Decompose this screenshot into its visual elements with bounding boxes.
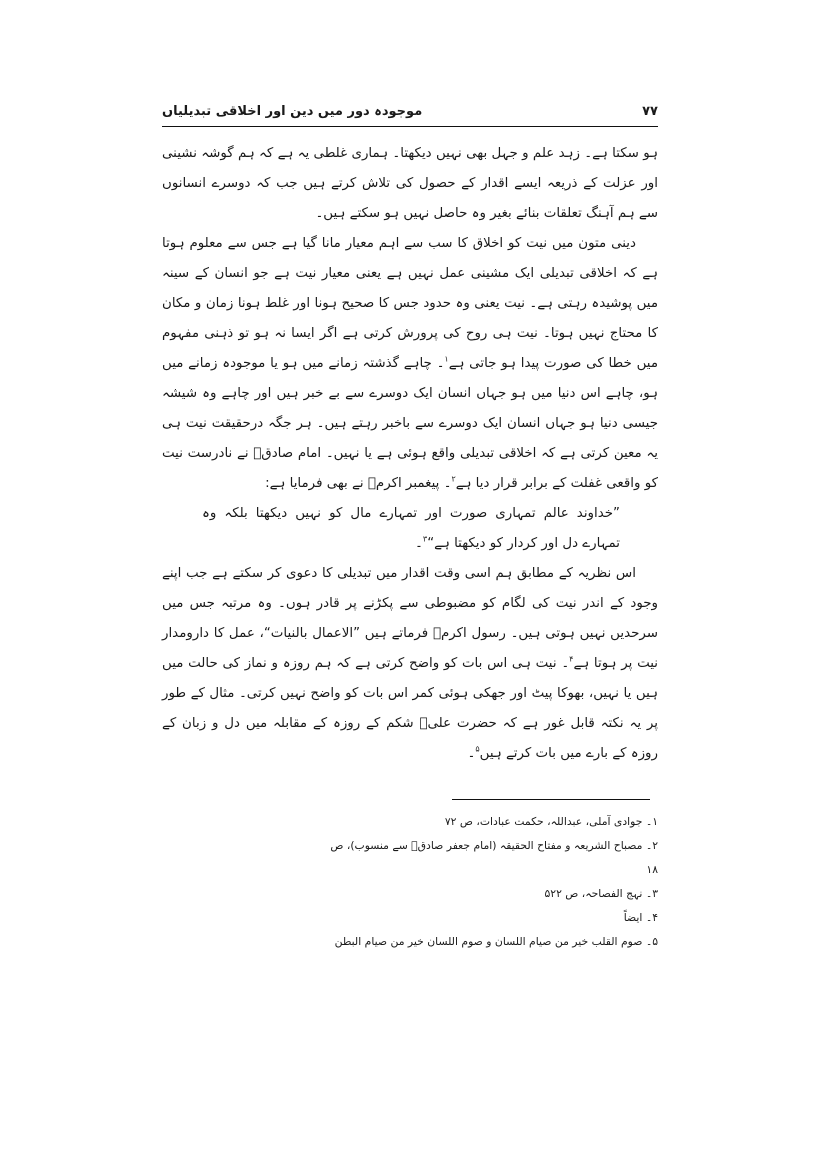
running-header — [162, 100, 658, 127]
footnote-ref: ۴ — [569, 654, 574, 664]
footnotes — [330, 810, 658, 954]
text-column — [162, 100, 658, 954]
quote-text: ”خداوند عالم تمہاری صورت اور تمہارے مال کو نہیں دیکھتا بلکہ وہ تمہارے دل اور کردار کو دیکھتا ہے“ — [202, 506, 620, 551]
footnote-ref: ۲ — [451, 474, 456, 484]
body-text — [162, 139, 658, 769]
running-title: موجودہ دور میں دین اور اخلاقی تبدیلیاں — [162, 104, 423, 119]
paragraph-text: ۔ — [467, 746, 476, 761]
footnote-ref: ۱ — [444, 354, 449, 364]
footnote: ۴۔ ایضاً — [623, 911, 658, 924]
footnote: ۵۔ صوم القلب خیر من صیام اللسان و صوم اللسان خیر من صیام البطن — [334, 935, 658, 948]
block-quote — [162, 499, 658, 559]
paragraph-text: دینی متون میں نیت کو اخلاق کا سب سے اہم معیار مانا گیا ہے جس سے معلوم ہوتا ہے کہ اخلاقی تبدیلی ایک مشینی عمل نہیں ہے یعنی معیار نیت ہے جو انسان کے سینہ میں پوشیدہ رہتی ہے۔ نیت یعنی وہ حدود جس کا صحیح ہونا اور غلط ہونا زمان و مکان کا محتاج نہیں ہوتا۔ نیت ہی روح کی پرورش کرتی ہے اگر ایسا نہ ہو تو ذہنی مفہوم میں خطا کی صورت پیدا ہو جاتی ہے — [162, 236, 658, 371]
page-number: ۷۷ — [642, 104, 658, 119]
paragraph-text: اس نظریہ کے مطابق ہم اسی وقت اقدار میں تبدیلی کا دعوی کر سکتے ہے جب اپنے وجود کے اندر نیت کی لگام کو مضبوطی سے پکڑنے پر قادر ہوں۔ وہ مرتبہ جس میں سرحدیں نہیں ہوتی ہیں۔ رسول اکرمؐ فرماتے ہیں ”الاعمال بالنیات“، عمل کا دارومدار نیت پر ہوتا ہے — [162, 566, 658, 671]
footnote-ref: ۵ — [475, 744, 480, 754]
footnote: ۳۔ نہج الفصاحہ، ص ۵۲۲ — [544, 887, 658, 900]
paragraph — [162, 559, 658, 769]
footnote-separator — [452, 799, 650, 800]
paragraph-text: ۔ پیغمبر اکرمؐ نے بھی فرمایا ہے: — [265, 476, 452, 491]
footnote: ۱۔ جوادی آملی، عبداللہ، حکمت عبادات، ص ۷۲ — [444, 815, 658, 828]
paragraph-text: ہو سکتا ہے۔ زہد علم و جہل بھی نہیں دیکھتا۔ ہماری غلطی یہ ہے کہ ہم گوشہ نشینی اور عزلت کے ذریعہ ایسے اقدار کے حصول کی تلاش کرتے ہیں جب کہ دوسرے انسانوں سے ہم آہنگ تعلقات بنائے بغیر وہ حاصل نہیں ہو سکتے ہیں۔ — [162, 146, 658, 221]
footnote: ۲۔ مصباح الشریعہ و مفتاح الحقیقہ (امام جعفر صادقؑ سے منسوب)، ص ۱۸ — [330, 839, 658, 876]
footnote-ref: ۳ — [422, 534, 428, 544]
paragraph-text: ۔ نیت ہی اس بات کو واضح کرتی ہے کہ ہم روزہ و نماز کی حالت میں ہیں یا نہیں، بھوکا پیٹ اور جھکی ہوئی کمر اس بات کو واضح نہیں کرتی۔ مثال کے طور پر یہ نکتہ قابل غور ہے کہ حضرت علیؑ شکم کے روزہ کے مقابلہ میں دل و زبان کے روزہ کے بارے میں بات کرتے ہیں — [162, 656, 658, 761]
quote-text: ۔ — [415, 536, 423, 551]
paragraph — [162, 229, 658, 499]
paragraph — [162, 139, 658, 229]
paragraph-text: ۔ چاہے گذشتہ زمانے میں ہو یا موجودہ زمانے میں ہو، چاہے اس دنیا میں ہو جہاں انسان ایک دوسرے سے بے خبر ہیں اور چاہے وہ شیشہ جیسی دنیا ہو جہاں انسان ایک دوسرے سے باخبر رہتے ہیں۔ ہر جگہ درحقیقت نیت ہی یہ معین کرتی ہے کہ اخلاقی تبدیلی واقع ہوئی ہے یا نہیں۔ امام صادقؑ نے نادرست نیت کو واقعی غفلت کے برابر قرار دیا ہے — [162, 356, 658, 491]
